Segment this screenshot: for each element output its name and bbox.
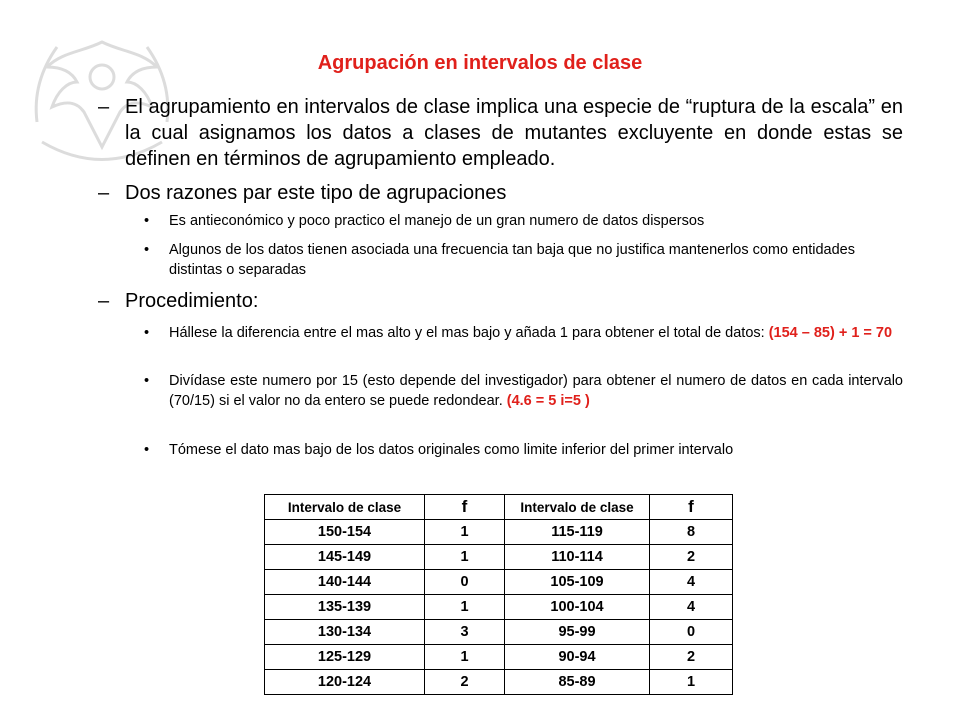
list-item: • Tómese el dato mas bajo de los datos originales como limite inferior del primer intervalo <box>144 442 734 458</box>
table-row: 150-154 1 115-119 8 <box>265 520 733 545</box>
table-row: 120-124 2 85-89 1 <box>265 670 733 695</box>
point-reasons: – Dos razones par este tipo de agrupaciones <box>98 180 903 206</box>
column-header: Intervalo de clase <box>265 495 425 520</box>
list-item: • Algunos de los datos tienen asociada una frecuencia tan baja que no justifica mantenerlos como entidades distintas o separadas <box>144 242 855 278</box>
list-item: • Divídase este numero por 15 (esto depende del investigador) para obtener el numero de datos en cada intervalo (70/15) si el valor no da entero se puede redondear. (4.6 = 5 i=5 ) <box>144 373 903 409</box>
point-text: El agrupamiento en intervalos de clase implica una especie de “ruptura de la escala” en la cual asignamos los datos a clases de mutantes excluyente en donde estas se definen en términos de agrupamiento empleado. <box>125 96 903 170</box>
table-row: 145-149 1 110-114 2 <box>265 545 733 570</box>
list-item: • Hállese la diferencia entre el mas alto y el mas bajo y añada 1 para obtener el total de datos: (154 – 85) + 1 = 70 <box>144 325 893 341</box>
table-row: 130-134 3 95-99 0 <box>265 620 733 645</box>
point-text: Procedimiento: <box>125 290 259 312</box>
column-header: Intervalo de clase <box>505 495 650 520</box>
column-header: f <box>425 495 505 520</box>
table-row: 135-139 1 100-104 4 <box>265 595 733 620</box>
slide-title: Agrupación en intervalos de clase <box>317 52 643 74</box>
point-procedure: – Procedimiento: <box>98 288 903 314</box>
table-row: 140-144 0 105-109 4 <box>265 570 733 595</box>
frequency-table <box>264 494 733 695</box>
list-item: • Es antieconómico y poco practico el manejo de un gran numero de datos dispersos <box>144 213 705 229</box>
point-grouping: – El agrupamiento en intervalos de clase implica una especie de “ruptura de la escala” en la cual asignamos los datos a clases de mutantes excluyente en donde estas se definen en términos de agrupamiento empleado. <box>98 96 903 170</box>
table-header-row <box>265 495 733 520</box>
table-row: 125-129 1 90-94 2 <box>265 645 733 670</box>
point-text: Dos razones par este tipo de agrupaciones <box>125 182 507 204</box>
column-header: f <box>650 495 733 520</box>
formula-highlight: (4.6 = 5 i=5 ) <box>506 392 590 409</box>
formula-highlight: (154 – 85) + 1 = 70 <box>768 325 893 341</box>
